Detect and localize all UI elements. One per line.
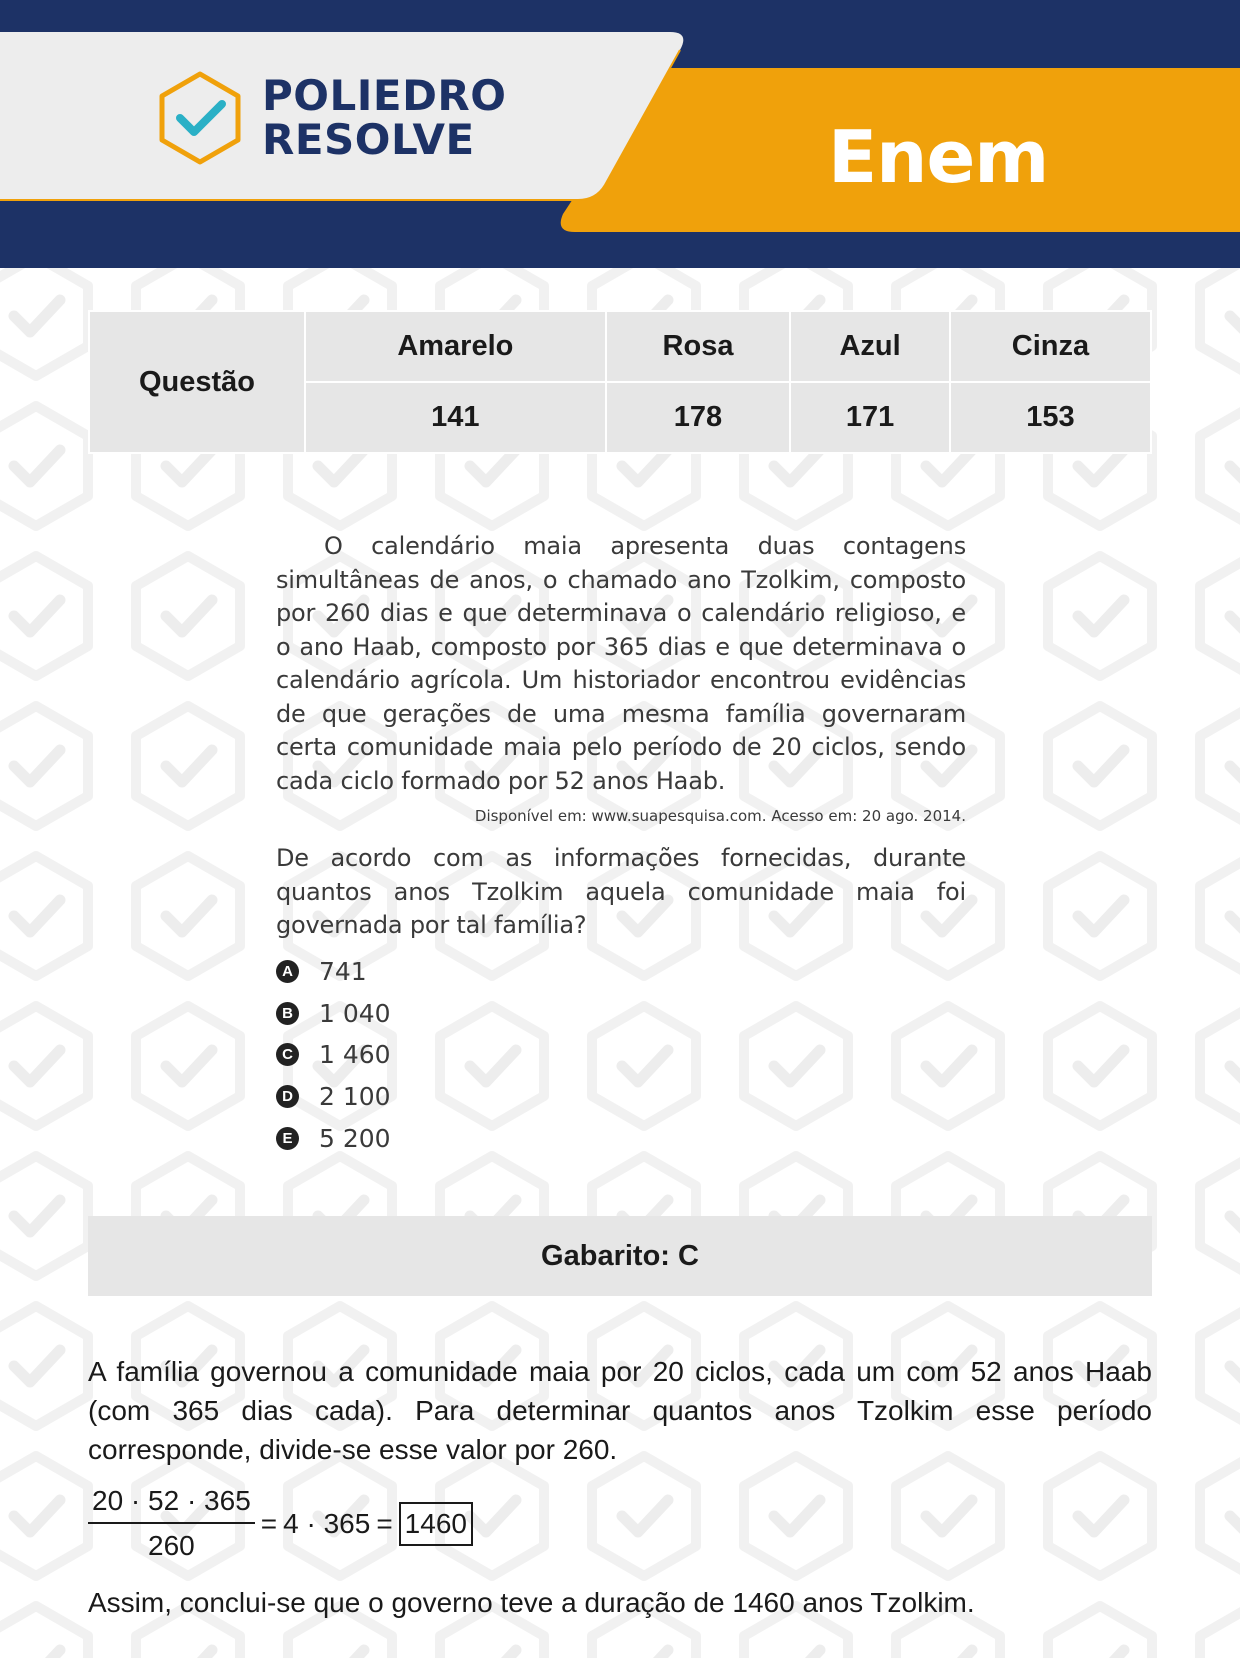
option-value: 741: [319, 956, 367, 986]
number-azul: 171: [791, 383, 949, 452]
option-value: 2 100: [319, 1081, 391, 1111]
solution-text: A família governou a comunidade maia por 20 ciclos, cada um com 52 anos Haab (com 365 dias cada). Para determinar quantos anos Tzolkim esse período corresponde, divide-se esse valor por 260.: [88, 1356, 1152, 1465]
question-number-table: [88, 310, 1152, 454]
brand-line-1: POLIEDRO: [262, 71, 507, 120]
option-a: [276, 951, 966, 993]
equals-sign: =: [260, 1508, 278, 1539]
option-letter-badge: A: [276, 960, 299, 983]
question-paragraph: O calendário maia apresenta duas contagens simultâneas de anos, o chamado ano Tzolkim, composto por 260 dias e que determinava o calendário religioso, e o ano Haab, composto por 365 dias e que determinava o calendário agrícola. Um historiador encontrou evidências de que gerações de uma mesma família governaram certa comunidade maia pelo período de 20 ciclos, sendo cada ciclo formado por 52 anos Haab.: [276, 532, 966, 795]
number-cinza: 153: [951, 383, 1150, 452]
question-block: [276, 530, 966, 1159]
option-e: [276, 1117, 966, 1159]
fraction-numerator: 20 · 52 · 365: [88, 1482, 255, 1524]
color-amarelo: Amarelo: [306, 312, 605, 381]
source-citation: Disponível em: www.suapesquisa.com. Acesso em: 20 ago. 2014.: [474, 807, 966, 825]
solution-equation: [88, 1482, 473, 1566]
equals-sign: =: [376, 1508, 393, 1539]
intermediate-product: 4 · 365: [283, 1508, 371, 1539]
option-letter-badge: D: [276, 1085, 299, 1108]
option-d: [276, 1076, 966, 1118]
option-value: 1 460: [319, 1040, 391, 1070]
color-rosa: Rosa: [607, 312, 790, 381]
number-amarelo: 141: [306, 383, 605, 452]
question-label: Questão: [90, 312, 304, 452]
color-azul: Azul: [791, 312, 949, 381]
answer-key: Gabarito: C: [88, 1216, 1152, 1296]
brand-line-2: RESOLVE: [262, 115, 475, 164]
brand-name: [262, 71, 507, 164]
check-hexagon-icon: [156, 70, 244, 166]
option-letter-badge: B: [276, 1002, 299, 1025]
question-prompt: De acordo com as informações fornecidas, durante quantos anos Tzolkim aquela comunidade maia foi governada por tal família?: [276, 844, 966, 939]
number-rosa: 178: [607, 383, 790, 452]
fraction-denominator: 260: [148, 1530, 195, 1561]
answer-options: [276, 951, 966, 1159]
solution-conclusion: Assim, conclui-se que o governo teve a duração de 1460 anos Tzolkim.: [88, 1587, 975, 1618]
color-cinza: Cinza: [951, 312, 1150, 381]
option-letter-badge: C: [276, 1043, 299, 1066]
option-b: [276, 992, 966, 1034]
boxed-result: 1460: [399, 1502, 473, 1546]
option-c: [276, 1034, 966, 1076]
fraction: [88, 1482, 255, 1566]
option-value: 1 040: [319, 998, 391, 1028]
exam-title: Enem: [828, 115, 1049, 199]
option-value: 5 200: [319, 1123, 391, 1153]
option-letter-badge: E: [276, 1127, 299, 1150]
